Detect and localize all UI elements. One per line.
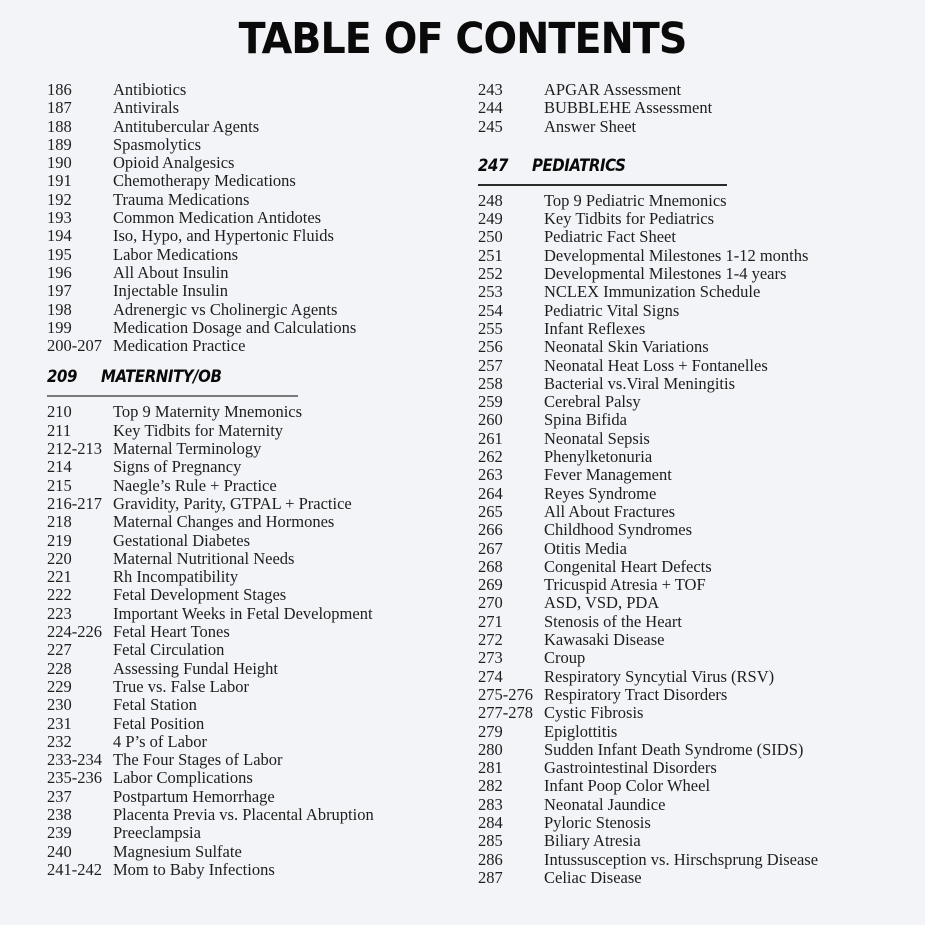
entry-title: Spasmolytics [113, 134, 202, 154]
entry-page-number: 243 [478, 80, 503, 99]
toc-entry[interactable] [478, 503, 918, 521]
entry-page-number: 250 [478, 227, 503, 247]
toc-entry[interactable] [478, 869, 918, 887]
page-title: TABLE OF CONTENTS [238, 14, 687, 64]
entry-page-number: 277-278 [478, 703, 533, 723]
entry-page-number: 244 [478, 98, 503, 118]
entry-page-number: 268 [478, 556, 503, 576]
entry-title: Infant Reflexes [544, 318, 646, 338]
toc-entry[interactable] [478, 393, 918, 411]
entry-page-number: 237 [47, 786, 72, 806]
toc-entry[interactable] [478, 832, 918, 850]
entry-page-number: 267 [478, 538, 503, 558]
toc-entry[interactable] [47, 641, 447, 659]
entry-page-number: 198 [47, 299, 72, 319]
toc-entry[interactable] [478, 430, 918, 448]
toc-entry[interactable] [47, 769, 447, 787]
entry-title: Rh Incompatibility [113, 567, 239, 587]
toc-entry[interactable] [47, 678, 447, 696]
entry-title: Antivirals [113, 98, 179, 118]
entry-title: Maternal Changes and Hormones [113, 512, 335, 532]
toc-entry[interactable] [478, 466, 918, 484]
toc-entry[interactable] [478, 99, 918, 117]
toc-entry[interactable] [47, 788, 447, 806]
entry-page-number: 221 [47, 567, 72, 587]
toc-entry[interactable] [478, 576, 918, 594]
entry-title: Respiratory Tract Disorders [544, 684, 728, 704]
entry-title: Respiratory Syncytial Virus (RSV) [544, 666, 775, 686]
entry-title: Fetal Heart Tones [113, 622, 230, 642]
entry-title: 4 P’s of Labor [113, 731, 207, 751]
entry-page-number: 286 [478, 849, 503, 869]
entry-title: Preeclampsia [113, 823, 201, 843]
entry-title: Croup [544, 648, 586, 668]
toc-entry[interactable] [478, 686, 918, 704]
entry-page-number: 254 [478, 300, 503, 320]
entry-page-number: 189 [47, 134, 72, 154]
toc-entry[interactable] [478, 192, 918, 210]
entry-page-number: 263 [478, 465, 503, 485]
entry-page-number: 257 [478, 355, 503, 375]
toc-list-top [47, 81, 447, 355]
toc-entry[interactable] [47, 513, 447, 531]
section-pediatrics [478, 148, 918, 887]
entry-page-number: 240 [47, 841, 72, 861]
toc-entry[interactable] [47, 751, 447, 769]
entry-page-number: 245 [478, 116, 503, 136]
toc-entry[interactable] [47, 136, 447, 154]
toc-entry[interactable] [47, 191, 447, 209]
toc-entry[interactable] [478, 228, 918, 246]
toc-entry[interactable] [47, 495, 447, 513]
section-page-number: 247 [478, 155, 508, 176]
entry-page-number: 218 [47, 512, 72, 532]
entry-title: Developmental Milestones 1-12 months [544, 245, 809, 265]
entry-title: Intussusception vs. Hirschsprung Disease [544, 849, 819, 869]
entry-page-number: 215 [47, 475, 72, 495]
entry-page-number: 275-276 [478, 684, 533, 704]
toc-entry[interactable] [47, 422, 447, 440]
entry-page-number: 188 [47, 116, 72, 136]
entry-title: Magnesium Sulfate [113, 841, 242, 861]
section-heading[interactable] [478, 148, 918, 176]
entry-page-number: 283 [478, 794, 503, 814]
entry-page-number: 195 [47, 244, 72, 264]
entry-page-number: 282 [478, 776, 503, 796]
entry-title: Trauma Medications [113, 189, 250, 209]
toc-entry[interactable] [47, 440, 447, 458]
entry-title: Maternal Terminology [113, 439, 262, 459]
entry-page-number: 219 [47, 530, 72, 550]
entry-page-number: 223 [47, 603, 72, 623]
toc-entry[interactable] [478, 558, 918, 576]
entry-title: Stenosis of the Heart [544, 611, 682, 631]
entry-title: BUBBLEHE Assessment [544, 98, 713, 118]
entry-title: Medication Practice [113, 336, 246, 356]
toc-entry[interactable] [47, 824, 447, 842]
entry-page-number: 222 [47, 585, 72, 605]
entry-title: Adrenergic vs Cholinergic Agents [113, 299, 338, 319]
entry-title: Pediatric Fact Sheet [544, 227, 676, 247]
toc-list-section [478, 192, 918, 887]
toc-entry[interactable] [47, 806, 447, 824]
entry-title: Neonatal Jaundice [544, 794, 666, 814]
entry-title: Infant Poop Color Wheel [544, 776, 711, 796]
toc-entry[interactable] [47, 209, 447, 227]
entry-page-number: 272 [478, 630, 503, 650]
section-divider [478, 184, 727, 186]
entry-page-number: 199 [47, 317, 72, 337]
entry-title: Chemotherapy Medications [113, 171, 296, 191]
entry-title: Fetal Station [113, 695, 197, 715]
toc-entry[interactable] [47, 605, 447, 623]
entry-title: Antibiotics [113, 80, 187, 99]
toc-entry[interactable] [47, 568, 447, 586]
entry-title: Maternal Nutritional Needs [113, 548, 295, 568]
entry-title: Otitis Media [544, 538, 627, 558]
entry-title: Fetal Position [113, 713, 205, 733]
entry-title: Reyes Syndrome [544, 483, 657, 503]
toc-entry[interactable] [478, 668, 918, 686]
entry-title: Sudden Infant Death Syndrome (SIDS) [544, 739, 804, 759]
entry-page-number: 227 [47, 640, 72, 660]
entry-title: Neonatal Skin Variations [544, 337, 709, 357]
entry-page-number: 200-207 [47, 336, 102, 356]
entry-title: Top 9 Pediatric Mnemonics [544, 190, 727, 210]
entry-title: Fetal Development Stages [113, 585, 287, 605]
entry-title: Labor Medications [113, 244, 239, 264]
toc-entry[interactable] [47, 715, 447, 733]
section-title: PEDIATRICS [532, 155, 626, 176]
entry-page-number: 212-213 [47, 439, 102, 459]
entry-page-number: 256 [478, 337, 503, 357]
entry-title: Answer Sheet [544, 116, 637, 136]
toc-entry[interactable] [478, 777, 918, 795]
toc-entry[interactable] [478, 320, 918, 338]
toc-entry[interactable] [478, 814, 918, 832]
entry-page-number: 193 [47, 208, 72, 228]
toc-entry[interactable] [478, 118, 918, 136]
entry-title: Gestational Diabetes [113, 530, 250, 550]
entry-page-number: 229 [47, 676, 72, 696]
entry-title: Naegle’s Rule + Practice [113, 475, 277, 495]
entry-title: Medication Dosage and Calculations [113, 317, 357, 337]
entry-page-number: 265 [478, 501, 503, 521]
entry-title: Signs of Pregnancy [113, 457, 242, 477]
entry-page-number: 231 [47, 713, 72, 733]
entry-title: All About Fractures [544, 501, 676, 521]
toc-entry[interactable] [47, 696, 447, 714]
toc-entry[interactable] [478, 448, 918, 466]
toc-entry[interactable] [478, 851, 918, 869]
toc-entry[interactable] [478, 265, 918, 283]
toc-entry[interactable] [47, 458, 447, 476]
entry-page-number: 210 [47, 402, 72, 422]
toc-entry[interactable] [47, 154, 447, 172]
entry-page-number: 214 [47, 457, 72, 477]
toc-entry[interactable] [478, 411, 918, 429]
entry-title: Spina Bifida [544, 410, 627, 430]
entry-title: Key Tidbits for Maternity [113, 420, 284, 440]
toc-entry[interactable] [47, 282, 447, 300]
entry-page-number: 274 [478, 666, 503, 686]
entry-page-number: 224-226 [47, 622, 102, 642]
entry-title: Important Weeks in Fetal Development [113, 603, 373, 623]
toc-entry[interactable] [478, 485, 918, 503]
toc-entry[interactable] [478, 704, 918, 722]
toc-entry[interactable] [47, 301, 447, 319]
entry-title: Mom to Baby Infections [113, 859, 275, 879]
entry-page-number: 241-242 [47, 859, 102, 879]
toc-entry[interactable] [47, 532, 447, 550]
toc-entry[interactable] [47, 99, 447, 117]
entry-page-number: 279 [478, 721, 503, 741]
entry-title: Fever Management [544, 465, 672, 485]
entry-page-number: 248 [478, 190, 503, 210]
entry-title: Tricuspid Atresia + TOF [544, 575, 706, 595]
entry-title: ASD, VSD, PDA [544, 593, 660, 613]
toc-entry[interactable] [47, 477, 447, 495]
entry-title: Fetal Circulation [113, 640, 225, 660]
entry-page-number: 191 [47, 171, 72, 191]
entry-title: Injectable Insulin [113, 281, 229, 301]
toc-entry[interactable] [47, 172, 447, 190]
toc-entry[interactable] [47, 843, 447, 861]
entry-page-number: 251 [478, 245, 503, 265]
toc-list-top [478, 81, 918, 136]
entry-page-number: 186 [47, 80, 72, 99]
entry-page-number: 233-234 [47, 750, 102, 770]
toc-entry[interactable] [478, 741, 918, 759]
entry-page-number: 271 [478, 611, 503, 631]
entry-title: Cystic Fibrosis [544, 703, 644, 723]
toc-entry[interactable] [478, 631, 918, 649]
entry-title: Antitubercular Agents [113, 116, 260, 136]
entry-title: All About Insulin [113, 262, 229, 282]
entry-title: Postpartum Hemorrhage [113, 786, 275, 806]
toc-entry[interactable] [47, 403, 447, 421]
toc-list-section [47, 403, 447, 879]
entry-title: Bacterial vs.Viral Meningitis [544, 373, 736, 393]
entry-title: Pyloric Stenosis [544, 812, 651, 832]
entry-page-number: 211 [47, 420, 72, 440]
entry-page-number: 230 [47, 695, 72, 715]
entry-page-number: 284 [478, 812, 503, 832]
entry-title: Gastrointestinal Disorders [544, 758, 717, 778]
entry-title: Celiac Disease [544, 867, 642, 887]
entry-title: Assessing Fundal Height [113, 658, 278, 678]
entry-title: Kawasaki Disease [544, 630, 665, 650]
entry-title: Biliary Atresia [544, 831, 641, 851]
entry-page-number: 264 [478, 483, 503, 503]
section-heading[interactable] [47, 359, 447, 387]
toc-entry[interactable] [47, 227, 447, 245]
toc-entry[interactable] [478, 796, 918, 814]
entry-page-number: 262 [478, 447, 503, 467]
section-maternity [47, 359, 447, 879]
entry-page-number: 270 [478, 593, 503, 613]
entry-page-number: 196 [47, 262, 72, 282]
entry-page-number: 280 [478, 739, 503, 759]
toc-entry[interactable] [47, 550, 447, 568]
entry-page-number: 228 [47, 658, 72, 678]
entry-page-number: 187 [47, 98, 72, 118]
toc-entry[interactable] [478, 375, 918, 393]
toc-entry[interactable] [47, 81, 447, 99]
entry-page-number: 253 [478, 282, 503, 302]
toc-entry[interactable] [478, 613, 918, 631]
entry-title: True vs. False Labor [113, 676, 249, 696]
right-column [478, 81, 918, 887]
toc-entry[interactable] [478, 521, 918, 539]
toc-entry[interactable] [47, 337, 447, 355]
toc-entry[interactable] [47, 733, 447, 751]
left-column [47, 81, 447, 879]
entry-page-number: 220 [47, 548, 72, 568]
entry-title: Key Tidbits for Pediatrics [544, 209, 715, 229]
entry-page-number: 239 [47, 823, 72, 843]
toc-entry[interactable] [47, 264, 447, 282]
entry-page-number: 197 [47, 281, 72, 301]
toc-entry[interactable] [47, 118, 447, 136]
entry-title: Epiglottitis [544, 721, 618, 741]
entry-title: Cerebral Palsy [544, 392, 641, 412]
entry-title: Childhood Syndromes [544, 520, 693, 540]
entry-title: Phenylketonuria [544, 447, 653, 467]
entry-title: The Four Stages of Labor [113, 750, 283, 770]
entry-title: APGAR Assessment [544, 80, 682, 99]
entry-title: Opioid Analgesics [113, 153, 235, 173]
entry-page-number: 194 [47, 226, 72, 246]
entry-page-number: 261 [478, 428, 503, 448]
toc-entry[interactable] [478, 357, 918, 375]
toc-entry[interactable] [478, 338, 918, 356]
entry-page-number: 216-217 [47, 493, 102, 513]
entry-page-number: 238 [47, 804, 72, 824]
entry-page-number: 269 [478, 575, 503, 595]
entry-title: Gravidity, Parity, GTPAL + Practice [113, 493, 352, 513]
entry-page-number: 273 [478, 648, 503, 668]
entry-title: NCLEX Immunization Schedule [544, 282, 761, 302]
toc-entry[interactable] [478, 210, 918, 228]
section-page-number: 209 [47, 367, 77, 388]
toc-entry[interactable] [478, 247, 918, 265]
toc-entry[interactable] [478, 540, 918, 558]
toc-entry[interactable] [478, 283, 918, 301]
entry-page-number: 252 [478, 264, 503, 284]
entry-page-number: 260 [478, 410, 503, 430]
entry-title: Top 9 Maternity Mnemonics [113, 402, 303, 422]
toc-entry[interactable] [47, 586, 447, 604]
entry-title: Common Medication Antidotes [113, 208, 322, 228]
entry-page-number: 255 [478, 318, 503, 338]
entry-page-number: 258 [478, 373, 503, 393]
toc-entry[interactable] [47, 246, 447, 264]
toc-entry[interactable] [478, 302, 918, 320]
toc-entry[interactable] [478, 649, 918, 667]
entry-page-number: 249 [478, 209, 503, 229]
entry-page-number: 285 [478, 831, 503, 851]
entry-title: Labor Complications [113, 768, 253, 788]
toc-entry[interactable] [47, 660, 447, 678]
section-divider [47, 395, 298, 397]
toc-entry[interactable] [478, 594, 918, 612]
entry-title: Placenta Previa vs. Placental Abruption [113, 804, 374, 824]
toc-entry[interactable] [47, 623, 447, 641]
toc-entry[interactable] [478, 81, 918, 99]
section-title: MATERNITY/OB [101, 367, 222, 388]
entry-page-number: 235-236 [47, 768, 102, 788]
entry-page-number: 192 [47, 189, 72, 209]
toc-entry[interactable] [478, 759, 918, 777]
entry-title: Neonatal Heat Loss + Fontanelles [544, 355, 768, 375]
entry-page-number: 259 [478, 392, 503, 412]
entry-title: Iso, Hypo, and Hypertonic Fluids [113, 226, 334, 246]
toc-entry[interactable] [478, 723, 918, 741]
toc-entry[interactable] [47, 861, 447, 879]
entry-title: Pediatric Vital Signs [544, 300, 680, 320]
toc-entry[interactable] [47, 319, 447, 337]
entry-page-number: 232 [47, 731, 72, 751]
entry-page-number: 281 [478, 758, 503, 778]
entry-page-number: 190 [47, 153, 72, 173]
entry-page-number: 287 [478, 867, 503, 887]
entry-title: Congenital Heart Defects [544, 556, 712, 576]
entry-title: Developmental Milestones 1-4 years [544, 264, 787, 284]
entry-title: Neonatal Sepsis [544, 428, 650, 448]
entry-page-number: 266 [478, 520, 503, 540]
